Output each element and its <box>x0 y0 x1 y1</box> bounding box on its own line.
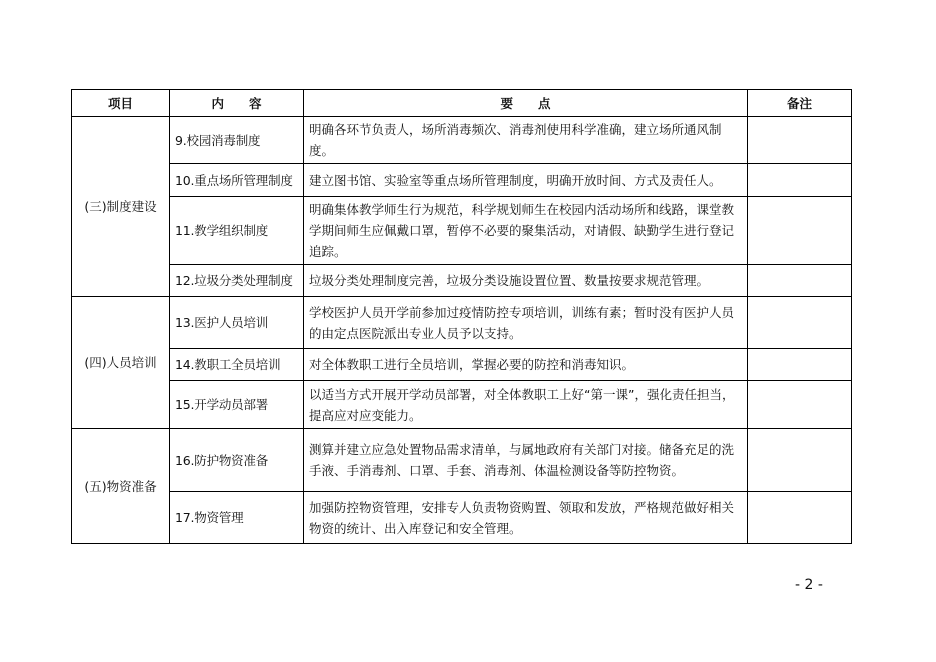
point-cell: 加强防控物资管理，安排专人负责物资购置、领取和发放，严格规范做好相关物资的统计、出入库登记和安全管理。 <box>304 492 748 544</box>
category-cell: (三)制度建设 <box>72 117 170 297</box>
header-points: 要 点 <box>304 90 748 117</box>
point-cell: 以适当方式开展开学动员部署，对全体教职工上好“第一课”，强化责任担当，提高应对应变能力。 <box>304 381 748 429</box>
point-cell: 学校医护人员开学前参加过疫情防控专项培训，训练有素；暂时没有医护人员的由定点医院派出专业人员予以支持。 <box>304 297 748 349</box>
remark-cell <box>748 381 852 429</box>
header-category: 项目 <box>72 90 170 117</box>
table-row <box>72 265 852 297</box>
remark-cell <box>748 349 852 381</box>
category-cell: (五)物资准备 <box>72 429 170 544</box>
table-row <box>72 492 852 544</box>
remark-cell <box>748 197 852 265</box>
item-cell: 13.医护人员培训 <box>170 297 304 349</box>
point-cell: 明确集体教学师生行为规范，科学规划师生在校园内活动场所和线路，课堂教学期间师生应佩戴口罩，暂停不必要的聚集活动，对请假、缺勤学生进行登记追踪。 <box>304 197 748 265</box>
table-row <box>72 197 852 265</box>
item-cell: 9.校园消毒制度 <box>170 117 304 164</box>
table-row <box>72 429 852 492</box>
remark-cell <box>748 164 852 197</box>
point-cell: 明确各环节负责人，场所消毒频次、消毒剂使用科学准确，建立场所通风制度。 <box>304 117 748 164</box>
table-row <box>72 297 852 349</box>
item-cell: 15.开学动员部署 <box>170 381 304 429</box>
remark-cell <box>748 297 852 349</box>
page-number: - 2 - <box>795 577 823 593</box>
item-cell: 14.教职工全员培训 <box>170 349 304 381</box>
point-cell: 测算并建立应急处置物品需求清单，与属地政府有关部门对接。储备充足的洗手液、手消毒剂、口罩、手套、消毒剂、体温检测设备等防控物资。 <box>304 429 748 492</box>
header-content: 内 容 <box>170 90 304 117</box>
item-cell: 17.物资管理 <box>170 492 304 544</box>
table-row <box>72 164 852 197</box>
requirements-table <box>71 89 852 544</box>
table-row <box>72 349 852 381</box>
header-remarks: 备注 <box>748 90 852 117</box>
item-cell: 12.垃圾分类处理制度 <box>170 265 304 297</box>
table-header-row <box>72 90 852 117</box>
remark-cell <box>748 265 852 297</box>
table-row <box>72 381 852 429</box>
point-cell: 垃圾分类处理制度完善，垃圾分类设施设置位置、数量按要求规范管理。 <box>304 265 748 297</box>
remark-cell <box>748 492 852 544</box>
category-cell: (四)人员培训 <box>72 297 170 429</box>
item-cell: 10.重点场所管理制度 <box>170 164 304 197</box>
table-row <box>72 117 852 164</box>
item-cell: 11.教学组织制度 <box>170 197 304 265</box>
point-cell: 建立图书馆、实验室等重点场所管理制度，明确开放时间、方式及责任人。 <box>304 164 748 197</box>
remark-cell <box>748 117 852 164</box>
item-cell: 16.防护物资准备 <box>170 429 304 492</box>
remark-cell <box>748 429 852 492</box>
point-cell: 对全体教职工进行全员培训，掌握必要的防控和消毒知识。 <box>304 349 748 381</box>
